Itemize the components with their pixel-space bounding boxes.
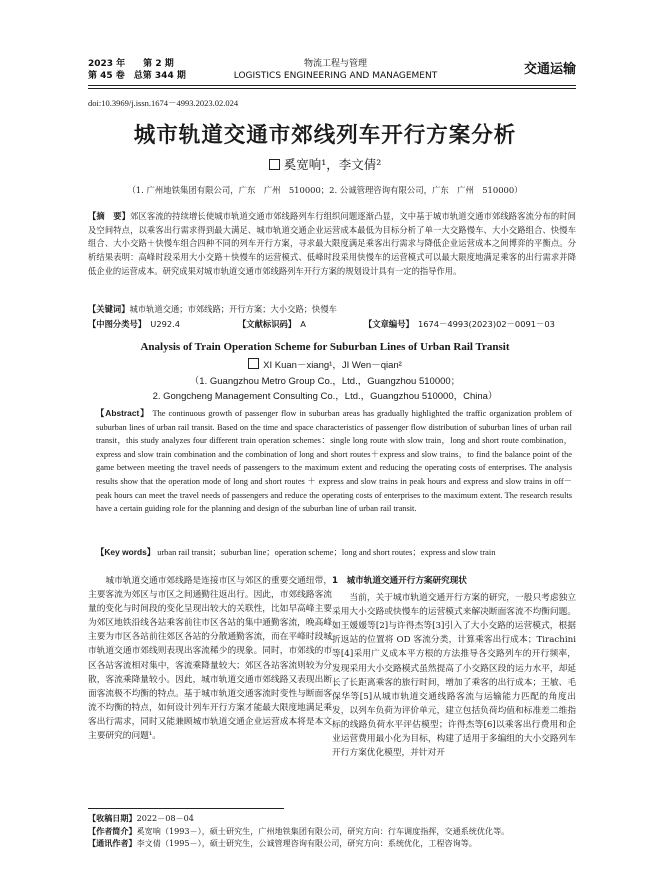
- footnote-received: [88, 812, 576, 825]
- abstract-en: [96, 407, 572, 516]
- abstract-en-text: The continuous growth of passenger flow in suburban areas has gradually highlighted the traffic organization problem of suburban lines of urban rail transit. Based on the time and space characteristics of passenger flow distribution of suburban lines of urban rail transit，this study analyzes four different train operation schemes：single long route with slow train，long and short route combination，express and slow train combination and the combination of long and short routes＋express and slow trains，to find the balance point of the game between meeting the travel needs of passengers to the maximum extent and reducing the operating costs of enterprises. The analysis results show that the operation mode of long and short routes ＋ express and slow trains in peak hours and express and slow trains in off－peak hours can meet the travel needs of passengers and reduce the operating costs of enterprises to the maximum extent. The research results have a certain guiding role for the planning and design of the suburban line of urban rail transit.: [96, 409, 572, 514]
- year-issue: 2023 年 第 2 期: [88, 59, 174, 69]
- journal-name: [218, 58, 453, 82]
- issue-info: [88, 58, 186, 82]
- journal-name-en: LOGISTICS ENGINEERING AND MANAGEMENT: [233, 71, 438, 81]
- footnotes: [88, 812, 576, 850]
- footnote-rule: [88, 808, 284, 809]
- section-label: 交通运输: [523, 62, 576, 77]
- header-rule: [88, 85, 576, 86]
- keywords-en-label: 【Key words】: [96, 547, 156, 557]
- affiliation-en-line: 2. Gongcheng Management Consulting Co.，Ltd.，Guangzhou 510000，China）: [152, 391, 498, 402]
- paper-title-en: Analysis of Train Operation Scheme for Suburban Lines of Urban Rail Transit: [140, 341, 510, 353]
- article-number-value: 1674－4993(2023)02－0091－03: [417, 319, 555, 329]
- running-header: [88, 58, 576, 83]
- doc-code-label: 【文献标识码】: [238, 319, 292, 329]
- footnote-label: 【通讯作者】: [88, 838, 137, 848]
- affiliations-en: [0, 374, 650, 404]
- affiliation-en-line: （1. Guangzhou Metro Group Co.，Ltd.，Guangzhou 510000；: [189, 376, 461, 387]
- volume-info: 第 45 卷 总第 344 期: [88, 71, 186, 81]
- body-right-column: [332, 574, 576, 760]
- affiliations-cn: （1. 广州地铁集团有限公司，广东 广州 510000；2. 公诚管理咨询有限公司，广东 广州 510000）: [127, 185, 523, 195]
- keywords-cn: [88, 303, 576, 316]
- footnote-text: 奚宽响（1993－），硕士研究生，广州地铁集团有限公司，研究方向：行车调度指挥，交通系统优化等。: [136, 825, 510, 836]
- section-heading: 1 城市轨道交通开行方案研究现状: [332, 576, 467, 586]
- clc-code: [88, 318, 180, 330]
- footnote-corresponding: [88, 837, 576, 850]
- author-box-icon: [269, 159, 280, 170]
- authors-en-text: XI Kuan－xiang¹，JI Wen－qian²: [263, 360, 402, 371]
- header-rule-thin: [88, 88, 576, 89]
- clc-value: U292.4: [150, 319, 181, 329]
- authors-cn-text: 奚宽响¹，李文倩²: [283, 157, 382, 172]
- article-number: [364, 318, 555, 330]
- abstract-cn-text: 郊区客流的持续增长使城市轨道交通市郊线路列车行组织问题逐渐凸显，文中基于城市轨道交通市郊线路客流分布的时间及空间特点，以乘客出行需求得到最大满足、城市轨道交通企业运营成本最低为目标分析了单一大交路慢车、大小交路组合、快慢车组合、大小交路＋快慢车组合四种不同的列车开行方案，寻求最大限度满足乘客出行需求与降低企业运营成本之间博弈的平衡点。分析结果表明：高峰时段采用大小交路＋快慢车的运营模式、低峰时段采用快慢车的运营模式可以最大限度地满足乘客的出行需求并降低企业的运营成本。研究成果对城市轨道交通市郊线路列车开行方案的规划设计具有一定的指导作用。: [88, 211, 576, 276]
- keywords-en: [96, 546, 572, 558]
- footnote-label: 【收稿日期】: [88, 813, 137, 823]
- author-box-icon-en: [248, 358, 259, 369]
- authors-en: [0, 357, 650, 371]
- keywords-cn-text: 城市轨道交通；市郊线路；开行方案；大小交路；快慢车: [129, 304, 337, 314]
- footnote-text: 2022－08－04: [136, 813, 194, 823]
- footnote-label: 【作者简介】: [88, 825, 137, 836]
- paper-title: 城市轨道交通市郊线列车开行方案分析: [133, 123, 517, 148]
- article-number-label: 【文章编号】: [364, 319, 410, 329]
- footnote-text: 李文倩（1995－），硕士研究生，公诚管理咨询有限公司，研究方向：系统优化，工程咨询等。: [136, 838, 477, 848]
- footnote-author: [88, 825, 576, 838]
- doi: doi:10.3969/j.issn.1674－4993.2023.02.024: [88, 98, 239, 108]
- abstract-en-label: 【Abstract】: [96, 408, 150, 418]
- doc-code-value: A: [300, 319, 306, 329]
- abstract-cn-label: 【摘 要】: [88, 211, 131, 221]
- keywords-en-text: urban rail transit；suburban line；operation scheme；long and short routes；express and slow train: [157, 548, 496, 557]
- section-paragraph: 当前，关于城市轨道交通开行方案的研究，一般只考虑独立采用大小交路或快慢车的运营模式来解决断面客流不均衡问题。如王媛媛等[2]与许得杰等[3]引入了大小交路的运营模式，根据折返站的位置将 OD 客流分类，计算乘客出行成本；Tirachini 等[4]采用广义成本平方根的方法推导各交路列车的开行频率，发现采用大小交路模式虽然提高了小交路区段的运力水平，却延长了长距离乘客的旅行时间，增加了乘客的出行成本；王敏、毛保华等[5]从城市轨道交通线路客流与运输能力匹配的角度出发，以列车负荷为评价单元，建立包括负荷均值和标准差二维指标的线路负荷水平评估模型；许得杰等[6]以乘客出行费用和企业运营费用最小化为目标，构建了适用于多编组的大小交路列车开行方案优化模型，并针对开: [332, 593, 576, 759]
- clc-label: 【中图分类号】: [88, 319, 142, 329]
- journal-name-cn: 物流工程与管理: [303, 59, 367, 69]
- doc-code: [238, 318, 306, 330]
- body-left-column: 城市轨道交通市郊线路是连接市区与郊区的重要交通纽带，主要客流为郊区与市区之间通勤往返出行。因此，市郊线路客流量的变化与时间段的变化呈现出较大的关联性，比如早高峰主要为郊区地铁沿线各站乘客前往市区各站的集中通勤客流，晚高峰主要为市区各站前往郊区各站的分散通勤客流，而在平峰时段城市轨道交通市郊线则表现出客流稀少的现象。同时，市郊线的市区各站客流相对集中，客流乘降量较大；郊区各站客流则较为分散，客流乘降量较小。因此，城市轨道交通市郊线路又表现出断面客流极不均衡的特点。基于城市轨道交通客流时变性与断面客流不均衡的特点，如何设计列车开行方案才能最大限度地满足乘客出行需求，同时又能兼顾城市轨道交通企业运营成本将是本文主要研究的问题¹。: [88, 576, 332, 742]
- authors-cn: [0, 155, 650, 173]
- abstract-cn: [88, 210, 576, 279]
- keywords-cn-label: 【关键词】: [88, 304, 130, 314]
